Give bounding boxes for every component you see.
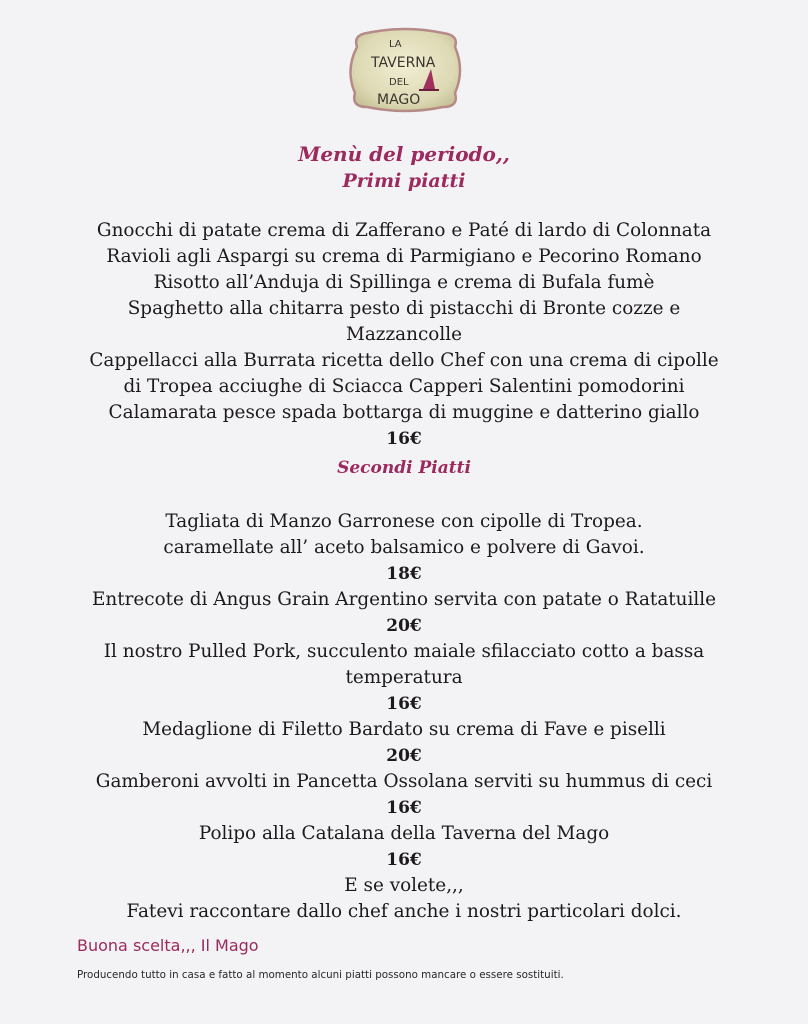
primi-line: di Tropea acciughe di Sciacca Capperi Salentini pomodorini: [123, 376, 685, 397]
primi-list: [0, 218, 808, 452]
secondi-item-line: Il nostro Pulled Pork, succulento maiale sfilacciato cotto a bassa: [103, 641, 705, 662]
closing-line: E se volete,,,: [344, 875, 464, 896]
menu-period-title: Menù del periodo,,: [298, 142, 510, 166]
primi-line: Risotto all’Anduja di Spillinga e crema di Bufala fumè: [153, 272, 655, 293]
restaurant-logo: [343, 27, 467, 113]
secondi-item-price: 16€: [386, 694, 422, 714]
logo-text-del: DEL: [389, 77, 409, 88]
secondi-item-line: Gamberoni avvolti in Pancetta Ossolana serviti su hummus di ceci: [95, 771, 713, 792]
primi-piatti-heading: Primi piatti: [342, 170, 466, 192]
secondi-piatti-heading: Secondi Piatti: [337, 458, 471, 478]
secondi-list: [0, 509, 808, 925]
footnote: Producendo tutto in casa e fatto al momento alcuni piatti possono mancare o essere sostituiti.: [77, 969, 564, 981]
secondi-item-line: Medaglione di Filetto Bardato su crema di Fave e piselli: [142, 719, 666, 740]
secondi-item-line: Entrecote di Angus Grain Argentino servita con patate o Ratatuille: [91, 589, 717, 610]
secondi-item-price: 16€: [386, 850, 422, 870]
secondi-item-price: 20€: [386, 616, 422, 636]
primi-line: Calamarata pesce spada bottarga di muggine e datterino giallo: [108, 402, 700, 423]
logo-text-taverna: TAVERNA: [371, 55, 436, 71]
secondi-item-price: 16€: [386, 798, 422, 818]
closing-line: Fatevi raccontare dallo chef anche i nostri particolari dolci.: [126, 901, 682, 922]
secondi-item-price: 18€: [386, 564, 422, 584]
signature: Buona scelta,,, Il Mago: [77, 936, 259, 955]
primi-line: Spaghetto alla chitarra pesto di pistacchi di Bronte cozze e: [127, 298, 681, 319]
logo-text-la: LA: [389, 39, 402, 50]
primi-line: Mazzancolle: [345, 324, 462, 345]
primi-line: Cappellacci alla Burrata ricetta dello Chef con una crema di cipolle: [89, 350, 719, 371]
logo-text-mago: MAGO: [377, 92, 421, 108]
secondi-item-line: caramellate all’ aceto balsamico e polvere di Gavoi.: [163, 537, 645, 558]
secondi-item-line: Tagliata di Manzo Garronese con cipolle di Tropea.: [165, 511, 643, 532]
primi-price: 16€: [386, 429, 422, 449]
primi-line: Gnocchi di patate crema di Zafferano e Paté di lardo di Colonnata: [96, 220, 712, 241]
primi-line: Ravioli agli Aspargi su crema di Parmigiano e Pecorino Romano: [106, 246, 702, 267]
secondi-item-line: temperatura: [345, 667, 463, 688]
secondi-item-price: 20€: [386, 746, 422, 766]
secondi-item-line: Polipo alla Catalana della Taverna del Mago: [198, 823, 610, 844]
